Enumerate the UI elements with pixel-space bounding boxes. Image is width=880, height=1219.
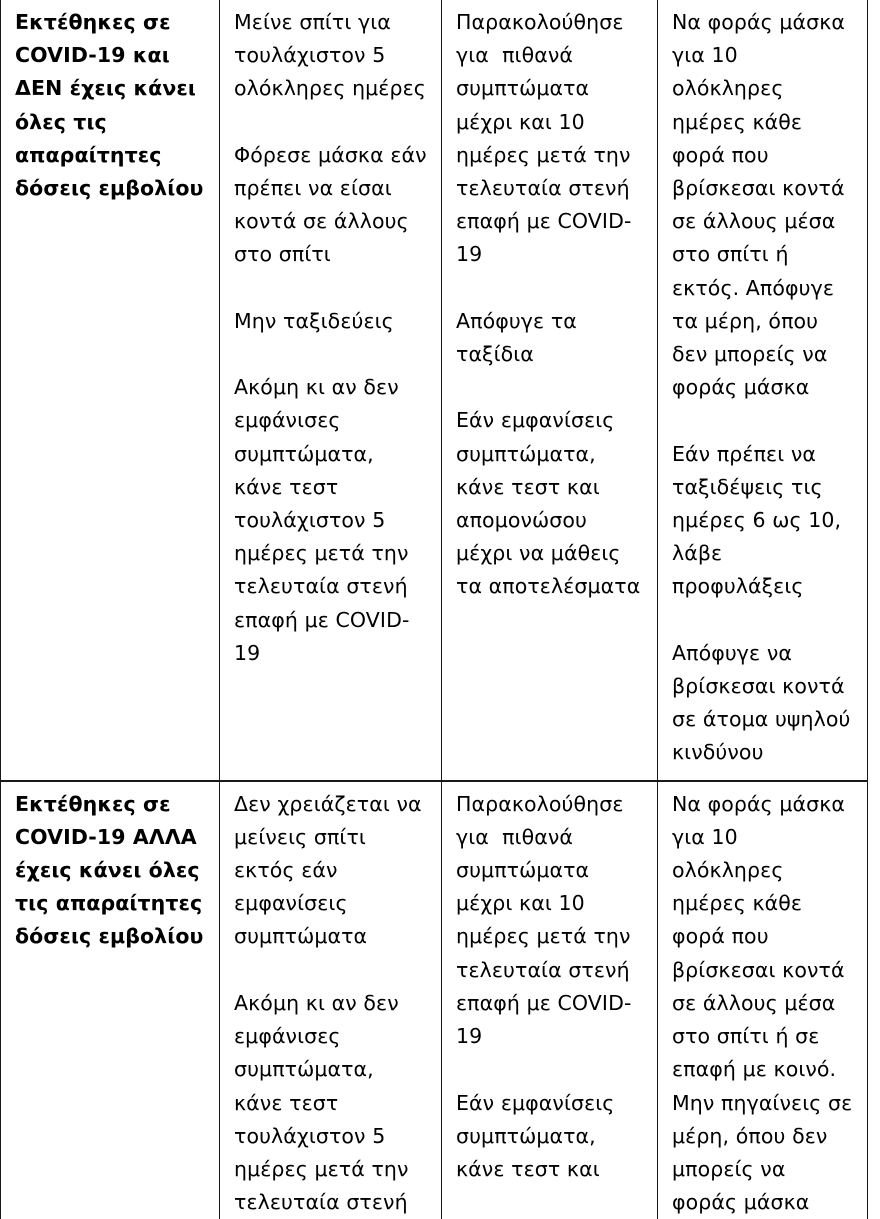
cell-paragraph: Ακόμη κι αν δεν εμφάνισες συμπτώματα, κάνε τεστ τουλάχιστον 5 ημέρες μετά την τελευταία στενή επαφή με COVID-19 [234, 375, 416, 665]
cell-paragraph: Παρακολούθησε για πιθανά συμπτώματα μέχρι και 10 ημέρες μετά την τελευταία στενή επαφή με COVID-19 [456, 791, 638, 1049]
cell-paragraph: Εκτέθηκες σε COVID-19 και ΔΕΝ έχεις κάνει όλες τις απαραίτητες δόσεις εμβολίου [15, 10, 204, 201]
table-cell-scenario [1, 0, 220, 781]
table-cell-watch-symptoms [442, 781, 658, 1219]
table-row [1, 0, 868, 781]
table-cell-scenario [1, 781, 220, 1219]
cell-paragraph: Ακόμη κι αν δεν εμφάνισες συμπτώματα, κάνε τεστ τουλάχιστον 5 ημέρες μετά την τελευταία στενή [234, 990, 416, 1215]
cell-paragraph: Φόρεσε μάσκα εάν πρέπει να είσαι κοντά σε άλλους στο σπίτι [234, 142, 434, 267]
cell-paragraph: Εάν πρέπει να ταξιδέψεις τις ημέρες 6 ως 10, λάβε προφυλάξεις [672, 441, 848, 599]
cell-paragraph: Παρακολούθησε για πιθανά συμπτώματα μέχρι και 10 ημέρες μετά την τελευταία στενή επαφή με COVID-19 [456, 10, 638, 267]
cell-paragraph: Απόφυγε να βρίσκεσαι κοντά σε άτομα υψηλού κινδύνου [672, 640, 858, 765]
cell-paragraph: Εκτέθηκες σε COVID-19 ΑΛΛΑ έχεις κάνει όλες τις απαραίτητες δόσεις εμβολίου [15, 791, 210, 949]
cell-paragraph: Απόφυγε τα ταξίδια [456, 308, 584, 367]
table-cell-wear-mask [658, 781, 868, 1219]
cell-paragraph: Μην ταξιδεύεις [234, 308, 394, 333]
cell-paragraph: Μείνε σπίτι για τουλάχιστον 5 ολόκληρες ημέρες [234, 10, 426, 101]
table-body [1, 0, 868, 1219]
cell-paragraph: Εάν εμφανίσεις συμπτώματα, κάνε τεστ και [456, 1090, 622, 1181]
cell-paragraph: Να φοράς μάσκα για 10 ολόκληρες ημέρες κάθε φορά που βρίσκεσαι κοντά σε άλλους μέσα στο σπίτι ή σε επαφή με κοινό. Μην πηγαίνεις σε μέρη, όπου δεν μπορείς να φοράς μάσκα [672, 791, 859, 1215]
table-cell-stay-home [220, 0, 442, 781]
cell-paragraph: Δεν χρειάζεται να μείνεις σπίτι εκτός εάν εμφανίσεις συμπτώματα [234, 791, 429, 949]
table-row [1, 781, 868, 1219]
cell-paragraph: Να φοράς μάσκα για 10 ολόκληρες ημέρες κάθε φορά που βρίσκεσαι κοντά σε άλλους μέσα στο σπίτι ή εκτός. Απόφυγε τα μέρη, όπου δεν μπορείς να φοράς μάσκα [672, 10, 852, 400]
table-cell-stay-home [220, 781, 442, 1219]
cell-paragraph: Εάν εμφανίσεις συμπτώματα, κάνε τεστ και απομονώσου μέχρι να μάθεις τα αποτελέσματα [456, 408, 641, 599]
table-cell-wear-mask [658, 0, 868, 781]
table-cell-watch-symptoms [442, 0, 658, 781]
